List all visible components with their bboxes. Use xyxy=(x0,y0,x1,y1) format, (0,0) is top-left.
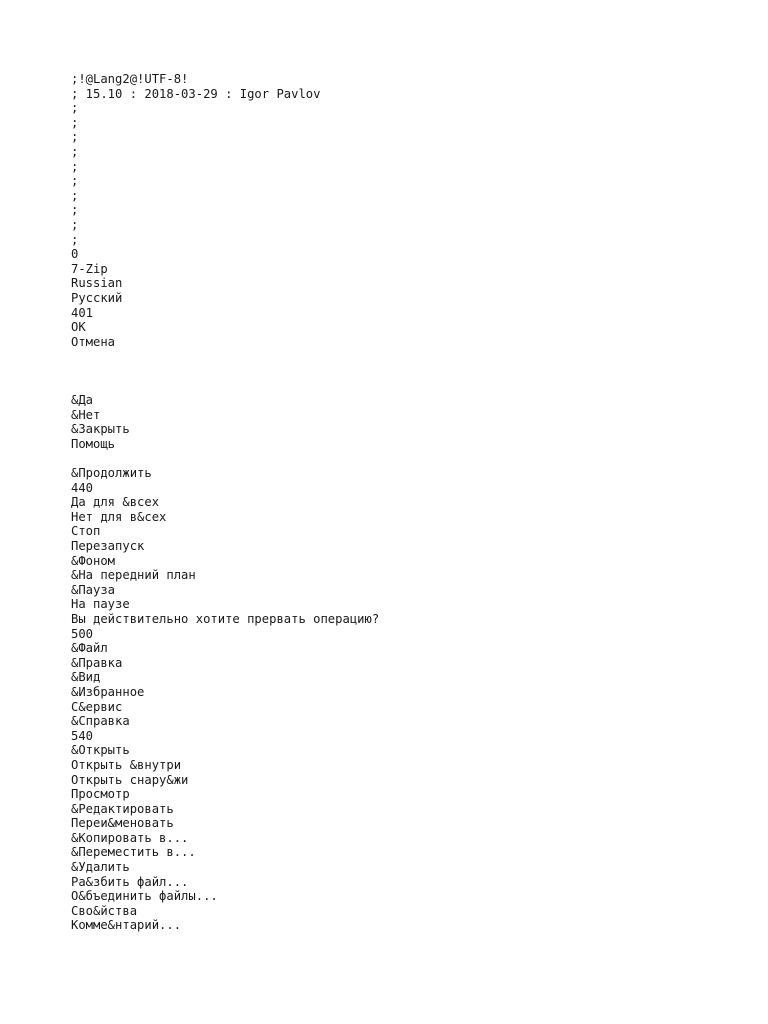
document-line: &Открыть xyxy=(71,743,130,758)
document-line: ; xyxy=(71,101,79,116)
document-line: ; xyxy=(71,232,79,247)
document-line: ; xyxy=(71,174,79,189)
document-line: Отмена xyxy=(71,334,116,349)
document-line: Ра&збить файл... xyxy=(71,874,189,889)
document-line: Стоп xyxy=(71,524,101,539)
text-document xyxy=(71,72,751,933)
document-line: &Редактировать xyxy=(71,801,174,816)
document-line: С&ервис xyxy=(71,699,123,714)
document-line: Комме&нтарий... xyxy=(71,918,182,933)
document-line: &Удалить xyxy=(71,860,130,875)
document-line: ; xyxy=(71,203,79,218)
document-line: ; xyxy=(71,217,79,232)
document-line: Вы действительно хотите прервать операцию? xyxy=(71,611,380,626)
document-line xyxy=(71,451,751,466)
document-line: Сво&йства xyxy=(71,903,138,918)
document-line: &Копировать в... xyxy=(71,830,189,845)
document-line: 540 xyxy=(71,728,94,743)
document-line: &На передний план xyxy=(71,568,196,583)
document-line: Русский xyxy=(71,290,123,305)
document-line: Переи&меновать xyxy=(71,816,174,831)
document-line: &Продолжить xyxy=(71,466,152,481)
document-line: &Вид xyxy=(71,670,101,685)
document-line: Нет для в&сех xyxy=(71,509,167,524)
document-line: 500 xyxy=(71,626,94,641)
document-line: 440 xyxy=(71,480,94,495)
document-line: &Справка xyxy=(71,714,130,729)
document-line: Помощь xyxy=(71,436,116,451)
document-line: &Файл xyxy=(71,641,108,656)
document-line: ; xyxy=(71,159,79,174)
document-line xyxy=(71,349,751,364)
document-line: 401 xyxy=(71,305,94,320)
document-line: На паузе xyxy=(71,597,130,612)
document-line: ; xyxy=(71,130,79,145)
document-line xyxy=(71,378,751,393)
document-line: 0 xyxy=(71,247,79,262)
document-line: ;!@Lang2@!UTF-8! xyxy=(71,72,189,86)
document-line: О&бъединить файлы... xyxy=(71,889,218,904)
document-line: Просмотр xyxy=(71,787,130,802)
document-line: Russian xyxy=(71,276,123,291)
document-line: &Нет xyxy=(71,407,101,422)
document-line: ; xyxy=(71,144,79,159)
document-line: ; xyxy=(71,188,79,203)
document-line: &Избранное xyxy=(71,684,145,699)
document-line: Открыть &внутри xyxy=(71,757,182,772)
document-line: ; xyxy=(71,115,79,130)
document-line: &Пауза xyxy=(71,582,116,597)
document-line: &Переместить в... xyxy=(71,845,196,860)
document-line: ; 15.10 : 2018-03-29 : Igor Pavlov xyxy=(71,86,321,101)
document-line: &Закрыть xyxy=(71,422,130,437)
document-line: &Правка xyxy=(71,655,123,670)
document-line: &Да xyxy=(71,393,94,408)
document-line: Перезапуск xyxy=(71,539,145,553)
document-line xyxy=(71,364,751,379)
document-line: OK xyxy=(71,320,86,335)
document-line: &Фоном xyxy=(71,553,116,568)
document-line: Да для &всех xyxy=(71,495,160,510)
document-line: 7-Zip xyxy=(71,261,108,276)
document-line: Открыть снару&жи xyxy=(71,772,189,787)
